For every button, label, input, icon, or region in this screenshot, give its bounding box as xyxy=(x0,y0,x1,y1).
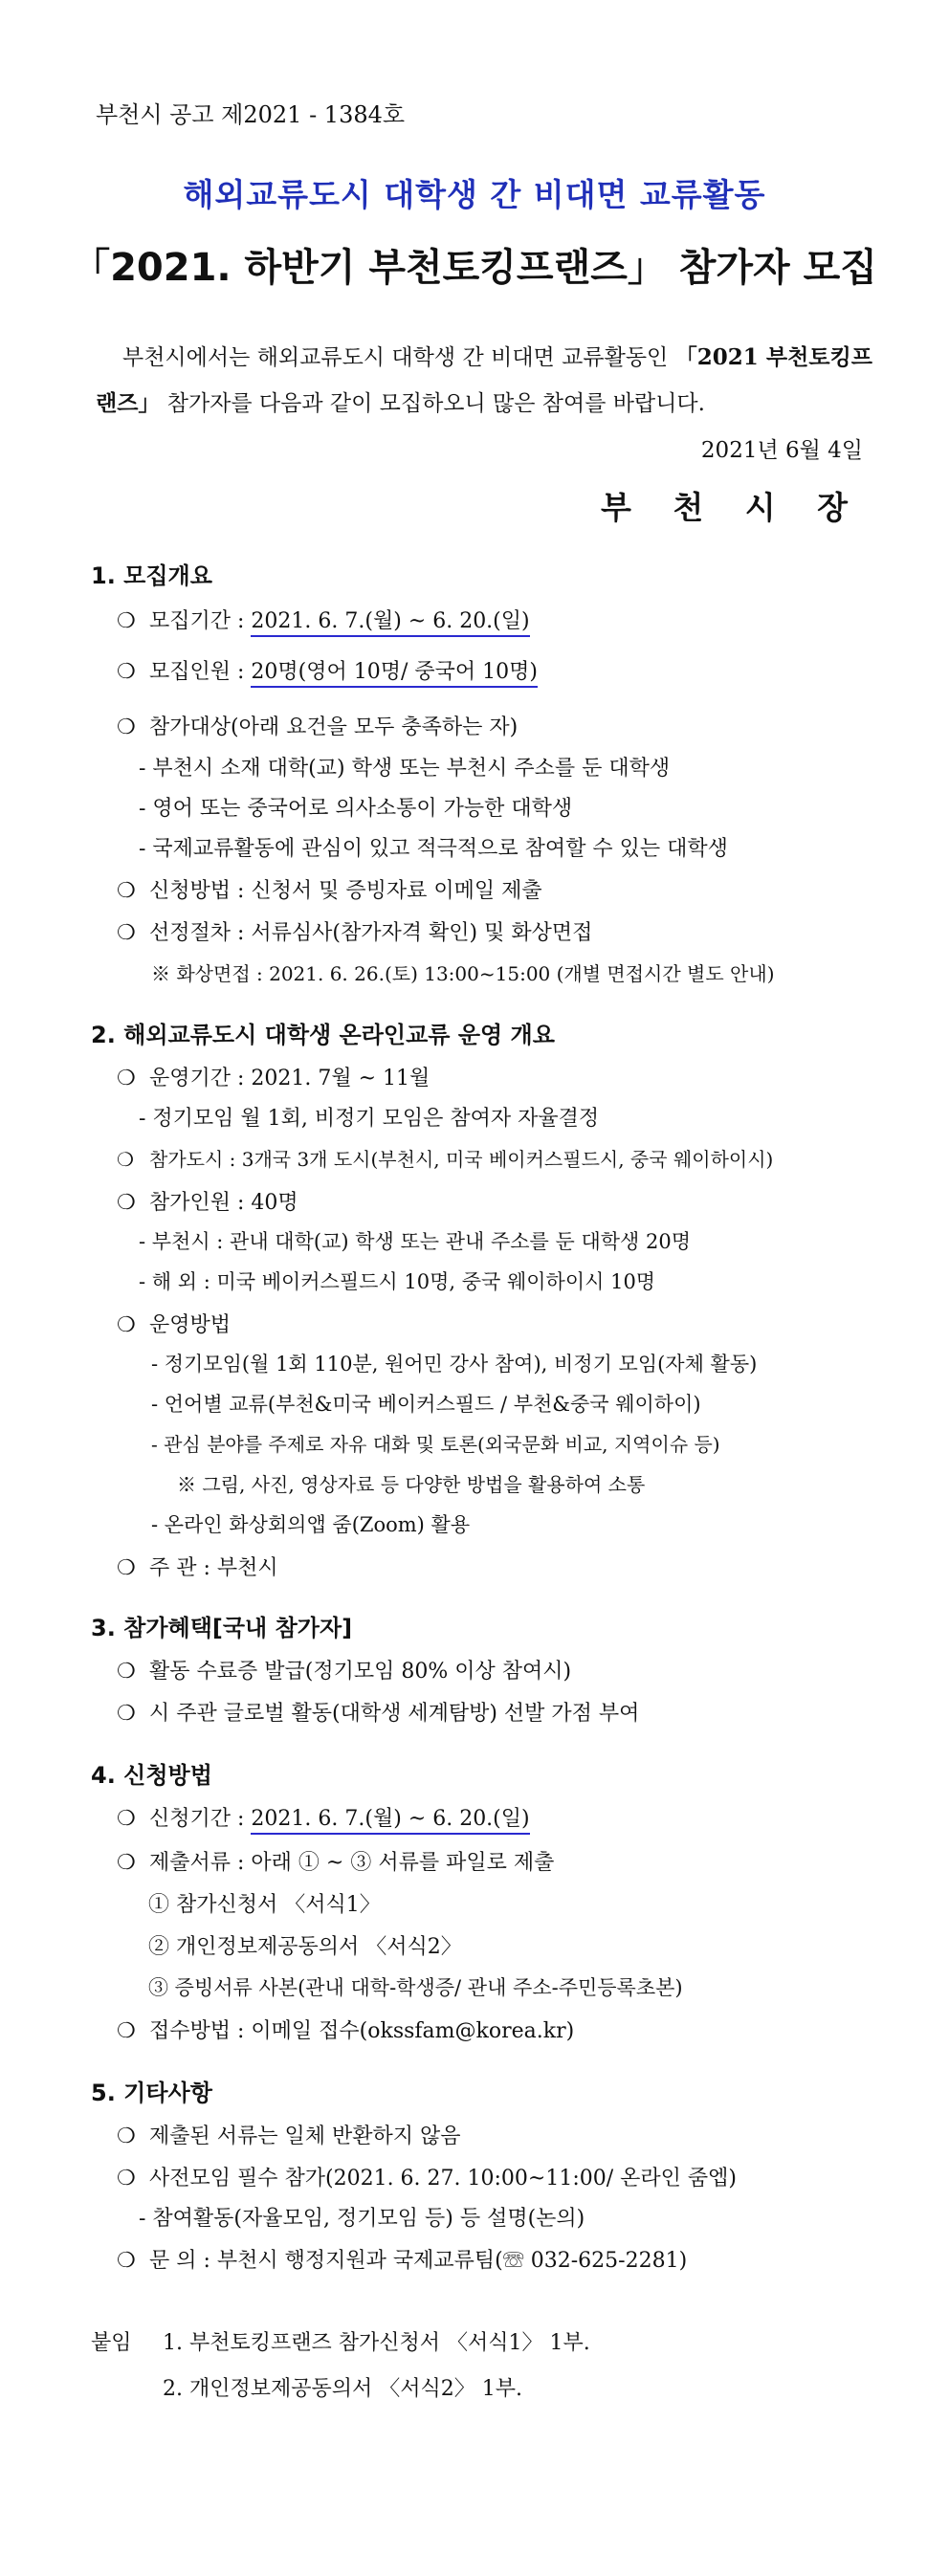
s1-people: ❍ 모집인원 : 20명(영어 10명/ 중국어 10명) xyxy=(117,655,538,685)
s1-period: ❍ 모집기간 : 2021. 6. 7.(월) ~ 6. 20.(일) xyxy=(117,605,530,634)
attachment-label: 붙임 xyxy=(91,2331,132,2355)
s5-contact: ❍ 문 의 : 부천시 행정지원과 국제교류팀(☏ 032-625-2281) xyxy=(117,2249,688,2273)
s2-members-sub2: - 해 외 : 미국 베이커스필드시 10명, 중국 웨이하이시 10명 xyxy=(139,1270,656,1293)
intro-part1: 부천시에서는 해외교류도시 대학생 간 비대면 교류활동인 xyxy=(122,345,669,370)
bullet-icon: ❍ xyxy=(117,1660,136,1684)
intro-part2: 참가자를 다음과 같이 모집하오니 많은 참여를 바랍니다. xyxy=(166,391,705,416)
s4-period: ❍ 신청기간 : 2021. 6. 7.(월) ~ 6. 20.(일) xyxy=(117,1802,530,1832)
s1-req1: - 부천시 소재 대학(교) 학생 또는 부천시 주소를 둔 대학생 xyxy=(139,757,671,781)
intro-paragraph xyxy=(96,335,872,427)
s4-receive: ❍ 접수방법 : 이메일 접수(okssfam@korea.kr) xyxy=(117,2019,575,2043)
s1-select: ❍ 선정절차 : 서류심사(참가자격 확인) 및 화상면접 xyxy=(117,921,593,945)
issuer: 부 천 시 장 xyxy=(601,489,863,526)
s2-members-sub1: - 부천시 : 관내 대학(교) 학생 또는 관내 주소를 둔 대학생 20명 xyxy=(139,1230,691,1253)
bullet-icon: ❍ xyxy=(117,1807,136,1831)
section-3-heading: 3. 참가혜택[국내 참가자] xyxy=(91,1615,353,1641)
bullet-icon: ❍ xyxy=(117,1191,136,1215)
s3-benefit-2: ❍ 시 주관 글로벌 활동(대학생 세계탐방) 선발 가점 부여 xyxy=(117,1702,640,1726)
title-line-2: 「2021. 하반기 부천토킹프랜즈」 참가자 모집 xyxy=(72,246,877,290)
s1-people-value: 20명(영어 10명/ 중국어 10명) xyxy=(251,660,538,688)
s2-method-note: ※ 그림, 사진, 영상자료 등 다양한 방법을 활용하여 소통 xyxy=(177,1473,646,1496)
s2-host: ❍ 주 관 : 부천시 xyxy=(117,1556,278,1580)
s1-interview-note: ※ 화상면접 : 2021. 6. 26.(토) 13:00~15:00 (개별 면접시간 별도 안내) xyxy=(151,962,775,985)
s2-members: ❍ 참가인원 : 40명 xyxy=(117,1191,298,1215)
section-1-heading: 1. 모집개요 xyxy=(91,562,212,589)
bullet-icon: ❍ xyxy=(117,1148,134,1171)
s1-req2: - 영어 또는 중국어로 의사소통이 가능한 대학생 xyxy=(139,797,573,821)
bullet-icon: ❍ xyxy=(117,1556,136,1580)
s3-benefit-1: ❍ 활동 수료증 발급(정기모임 80% 이상 참여시) xyxy=(117,1660,572,1684)
s1-period-value: 2021. 6. 7.(월) ~ 6. 20.(일) xyxy=(251,609,529,637)
bullet-icon: ❍ xyxy=(117,1851,136,1875)
bullet-icon: ❍ xyxy=(117,921,136,945)
s1-req3: - 국제교류활동에 관심이 있고 적극적으로 참여할 수 있는 대학생 xyxy=(139,837,728,861)
s2-period: ❍ 운영기간 : 2021. 7월 ~ 11월 xyxy=(117,1067,430,1090)
bullet-icon: ❍ xyxy=(117,2125,136,2148)
section-2-heading: 2. 해외교류도시 대학생 온라인교류 운영 개요 xyxy=(91,1022,555,1048)
bullet-icon: ❍ xyxy=(117,660,136,684)
issue-date: 2021년 6월 4일 xyxy=(700,438,863,463)
attachment-2: 2. 개인정보제공동의서 〈서식2〉 1부. xyxy=(163,2377,522,2401)
title-line-1: 해외교류도시 대학생 간 비대면 교류활동 xyxy=(183,176,766,213)
s5-etc-2-sub: - 참여활동(자율모임, 정기모임 등) 등 설명(논의) xyxy=(139,2207,585,2231)
section-5-heading: 5. 기타사항 xyxy=(91,2080,212,2106)
s5-etc-2: ❍ 사전모임 필수 참가(2021. 6. 27. 10:00~11:00/ 온라인 줌엡) xyxy=(117,2167,738,2191)
section-4-heading: 4. 신청방법 xyxy=(91,1762,212,1789)
s1-apply: ❍ 신청방법 : 신청서 및 증빙자료 이메일 제출 xyxy=(117,879,542,903)
s4-docs: ❍ 제출서류 : 아래 ① ~ ③ 서류를 파일로 제출 xyxy=(117,1851,555,1875)
s2-method-sub3: - 관심 분야를 주제로 자유 대화 및 토론(외국문화 비교, 지역이슈 등) xyxy=(151,1433,720,1456)
s4-doc-3: ③ 증빙서류 사본(관내 대학-학생증/ 관내 주소-주민등록초본) xyxy=(148,1976,683,1999)
s4-doc-2: ② 개인정보제공동의서 〈서식2〉 xyxy=(148,1935,462,1959)
s2-method-sub2: - 언어별 교류(부천&미국 베이커스필드 / 부천&중국 웨이하이) xyxy=(151,1393,701,1416)
s2-period-sub: - 정기모임 월 1회, 비정기 모임은 참여자 자율결정 xyxy=(139,1107,600,1131)
s2-method-sub4: - 온라인 화상회의앱 줌(Zoom) 활용 xyxy=(151,1513,471,1536)
s1-target: ❍ 참가대상(아래 요건을 모두 충족하는 자) xyxy=(117,716,519,739)
s2-method-sub1: - 정기모임(월 1회 110분, 원어민 강사 참여), 비정기 모임(자체 활동) xyxy=(151,1353,758,1376)
notice-number: 부천시 공고 제2021 - 1384호 xyxy=(96,101,406,128)
bullet-icon: ❍ xyxy=(117,2249,136,2273)
bullet-icon: ❍ xyxy=(117,1067,136,1090)
s2-method: ❍ 운영방법 xyxy=(117,1313,232,1337)
bullet-icon: ❍ xyxy=(117,1702,136,1726)
bullet-icon: ❍ xyxy=(117,1313,136,1337)
s4-doc-1: ① 참가신청서 〈서식1〉 xyxy=(148,1893,381,1917)
attachment-1: 1. 부천토킹프랜즈 참가신청서 〈서식1〉 1부. xyxy=(163,2331,590,2355)
bullet-icon: ❍ xyxy=(117,2019,136,2043)
intro-highlight: 「2021 부천토킹프랜즈」 xyxy=(96,344,873,416)
s4-period-value: 2021. 6. 7.(월) ~ 6. 20.(일) xyxy=(251,1807,529,1835)
s2-cities: ❍ 참가도시 : 3개국 3개 도시(부천시, 미국 베이커스필드시, 중국 웨이하이시) xyxy=(117,1148,774,1171)
bullet-icon: ❍ xyxy=(117,2167,136,2191)
bullet-icon: ❍ xyxy=(117,609,136,633)
s5-etc-1: ❍ 제출된 서류는 일체 반환하지 않음 xyxy=(117,2125,461,2148)
bullet-icon: ❍ xyxy=(117,879,136,903)
bullet-icon: ❍ xyxy=(117,716,136,739)
